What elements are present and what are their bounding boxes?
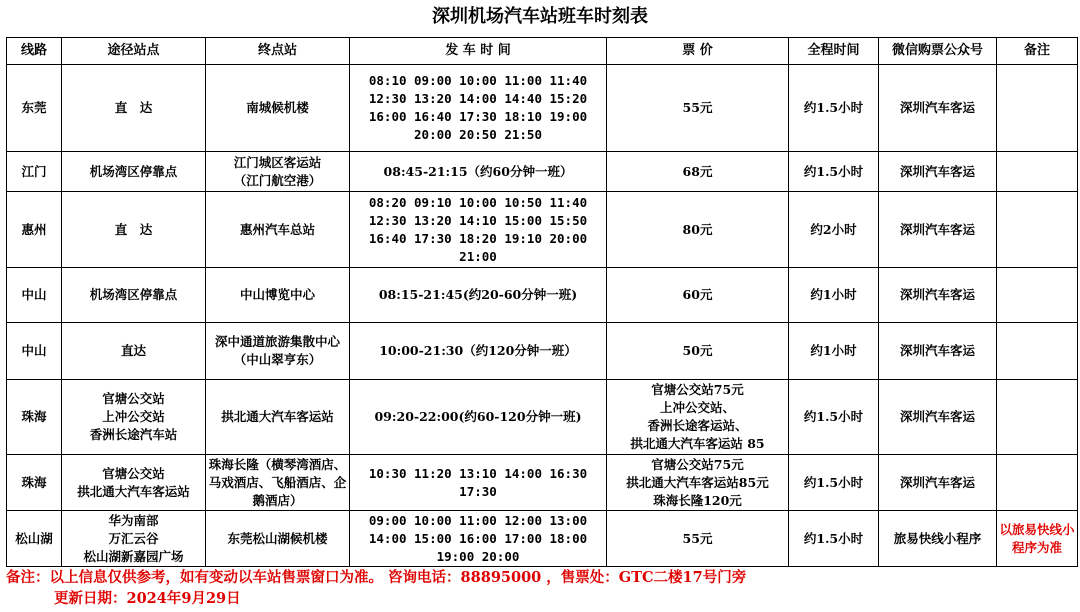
- wechat-cell: 深圳汽车客运: [879, 268, 997, 323]
- via-cell: 直 达: [62, 65, 206, 152]
- terminal-cell: 惠州汽车总站: [206, 192, 350, 268]
- terminal-cell: 中山博览中心: [206, 268, 350, 323]
- duration-cell: 约1.5小时: [789, 380, 879, 455]
- wechat-cell: 深圳汽车客运: [879, 152, 997, 192]
- duration-cell: 约1.5小时: [789, 65, 879, 152]
- table-row: [7, 323, 1078, 380]
- table-row: [7, 455, 1078, 511]
- remark-cell: [997, 192, 1078, 268]
- price-cell: 60元: [607, 268, 789, 323]
- terminal-cell: 南城候机楼: [206, 65, 350, 152]
- header-duration: 全程时间: [789, 38, 879, 65]
- route-cell: 中山: [7, 268, 62, 323]
- terminal-cell: 江门城区客运站 （江门航空港）: [206, 152, 350, 192]
- via-cell: 官塘公交站 上冲公交站 香洲长途汽车站: [62, 380, 206, 455]
- times-cell: 10:30 11:20 13:10 14:00 16:30 17:30: [350, 455, 607, 511]
- footer-info: 备注：以上信息仅供参考，如有变动以车站售票窗口为准。 咨询电话：88895000 ，售票处：GTC二楼17号门旁: [6, 569, 747, 586]
- via-cell: 直 达: [62, 192, 206, 268]
- schedule-table: [6, 37, 1078, 567]
- table-row: [7, 268, 1078, 323]
- header-remark: 备注: [997, 38, 1078, 65]
- price-cell: 68元: [607, 152, 789, 192]
- footer-update-date: 更新日期：2024年9月29日: [54, 590, 241, 607]
- remark-cell: [997, 65, 1078, 152]
- duration-cell: 约1.5小时: [789, 152, 879, 192]
- times-cell: 08:45-21:15（约60分钟一班）: [350, 152, 607, 192]
- wechat-cell: 深圳汽车客运: [879, 323, 997, 380]
- page-title: 深圳机场汽车站班车时刻表: [432, 6, 648, 27]
- via-cell: 官塘公交站 拱北通大汽车客运站: [62, 455, 206, 511]
- times-cell: 09:20-22:00(约60-120分钟一班): [350, 380, 607, 455]
- wechat-cell: 深圳汽车客运: [879, 192, 997, 268]
- header-row: [7, 38, 1078, 65]
- remark-cell: [997, 152, 1078, 192]
- route-cell: 松山湖: [7, 511, 62, 567]
- times-cell: 08:15-21:45(约20-60分钟一班): [350, 268, 607, 323]
- via-cell: 直达: [62, 323, 206, 380]
- wechat-cell: 深圳汽车客运: [879, 455, 997, 511]
- wechat-cell: 深圳汽车客运: [879, 65, 997, 152]
- times-cell: 08:20 09:10 10:00 10:50 11:40 12:30 13:20 14:10 15:00 15:50 16:40 17:30 18:20 19:10 20:00 21:00: [350, 192, 607, 268]
- via-cell: 华为南部 万汇云谷 松山湖新嘉园广场: [62, 511, 206, 567]
- remark-cell: 以旅易快线小程序为准: [997, 511, 1078, 567]
- terminal-cell: 东莞松山湖候机楼: [206, 511, 350, 567]
- header-terminal: 终点站: [206, 38, 350, 65]
- remark-cell: [997, 268, 1078, 323]
- times-cell: 08:10 09:00 10:00 11:00 11:40 12:30 13:20 14:00 14:40 15:20 16:00 16:40 17:30 18:10 19:00 20:00 20:50 21:50: [350, 65, 607, 152]
- terminal-cell: 珠海长隆（横琴湾酒店、马戏酒店、飞船酒店、企鹅酒店）: [206, 455, 350, 511]
- route-cell: 珠海: [7, 380, 62, 455]
- header-via: 途径站点: [62, 38, 206, 65]
- price-cell: 50元: [607, 323, 789, 380]
- route-cell: 中山: [7, 323, 62, 380]
- price-cell: 官塘公交站75元 上冲公交站、 香洲长途客运站、 拱北通大汽车客运站 85: [607, 380, 789, 455]
- footer-note: [6, 567, 1076, 609]
- duration-cell: 约1.5小时: [789, 455, 879, 511]
- route-cell: 珠海: [7, 455, 62, 511]
- header-route: 线路: [7, 38, 62, 65]
- wechat-cell: 旅易快线小程序: [879, 511, 997, 567]
- times-cell: 09:00 10:00 11:00 12:00 13:00 14:00 15:00 16:00 17:00 18:00 19:00 20:00: [350, 511, 607, 567]
- route-cell: 东莞: [7, 65, 62, 152]
- terminal-cell: 拱北通大汽车客运站: [206, 380, 350, 455]
- duration-cell: 约1.5小时: [789, 511, 879, 567]
- times-cell: 10:00-21:30（约120分钟一班）: [350, 323, 607, 380]
- via-cell: 机场湾区停靠点: [62, 268, 206, 323]
- table-row: [7, 152, 1078, 192]
- table-row: [7, 380, 1078, 455]
- table-row: [7, 65, 1078, 152]
- route-cell: 惠州: [7, 192, 62, 268]
- price-cell: 55元: [607, 511, 789, 567]
- table-row: [7, 192, 1078, 268]
- price-cell: 80元: [607, 192, 789, 268]
- via-cell: 机场湾区停靠点: [62, 152, 206, 192]
- remark-cell: [997, 380, 1078, 455]
- header-price: 票 价: [607, 38, 789, 65]
- table-row: [7, 511, 1078, 567]
- duration-cell: 约1小时: [789, 268, 879, 323]
- route-cell: 江门: [7, 152, 62, 192]
- duration-cell: 约2小时: [789, 192, 879, 268]
- duration-cell: 约1小时: [789, 323, 879, 380]
- wechat-cell: 深圳汽车客运: [879, 380, 997, 455]
- remark-cell: [997, 455, 1078, 511]
- header-times: 发 车 时 间: [350, 38, 607, 65]
- price-cell: 官塘公交站75元 拱北通大汽车客运站85元 珠海长隆120元: [607, 455, 789, 511]
- price-cell: 55元: [607, 65, 789, 152]
- header-wechat: 微信购票公众号: [879, 38, 997, 65]
- terminal-cell: 深中通道旅游集散中心 （中山翠亨东）: [206, 323, 350, 380]
- remark-cell: [997, 323, 1078, 380]
